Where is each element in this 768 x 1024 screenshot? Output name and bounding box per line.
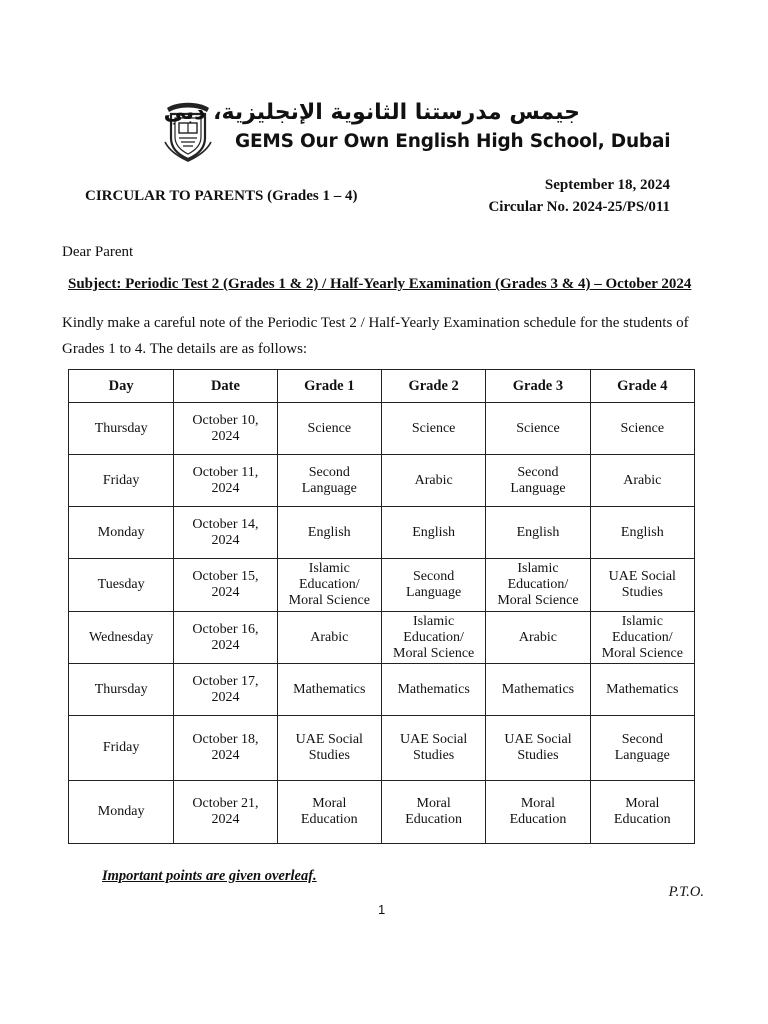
cell-date bbox=[174, 664, 277, 716]
cell-date bbox=[174, 559, 277, 612]
cell-text: October 14, 2024 bbox=[192, 516, 259, 548]
cell-text: Second Language bbox=[406, 569, 462, 600]
table-row bbox=[69, 455, 695, 507]
cell-grade-4 bbox=[590, 664, 694, 716]
table-row bbox=[69, 507, 695, 559]
page-number: 1 bbox=[378, 902, 386, 917]
school-name-arabic: جيمس مدرستنا الثانوية الإنجليزية، دبي bbox=[163, 100, 580, 125]
cell-grade-4 bbox=[590, 507, 694, 559]
cell-grade-2 bbox=[381, 664, 485, 716]
cell-text: UAE Social Studies bbox=[608, 569, 676, 600]
cell-date bbox=[174, 507, 277, 559]
table-row bbox=[69, 403, 695, 455]
cell-text: Mathematics bbox=[397, 681, 470, 697]
cell-text: UAE Social Studies bbox=[295, 732, 363, 763]
cell-text: Science bbox=[411, 420, 456, 436]
cell-text: October 21, 2024 bbox=[192, 796, 259, 827]
cell-text: English bbox=[412, 524, 456, 540]
cell-text: Thursday bbox=[94, 420, 148, 436]
cell-text: Moral Education bbox=[405, 796, 463, 827]
cell-day bbox=[69, 781, 174, 844]
cell-text: Thursday bbox=[94, 681, 148, 697]
header-date: Date bbox=[174, 370, 277, 403]
cell-date bbox=[174, 403, 277, 455]
subject-line: Subject: Periodic Test 2 (Grades 1 & 2) / Half-Yearly Examination (Grades 3 & 4) – October 2024 bbox=[68, 276, 692, 292]
cell-grade-4 bbox=[590, 403, 694, 455]
cell-grade-4 bbox=[590, 559, 694, 612]
cell-text: English bbox=[620, 524, 664, 540]
cell-text: Moral Education bbox=[613, 796, 671, 827]
cell-text: English bbox=[307, 524, 351, 540]
cell-grade-2 bbox=[381, 403, 485, 455]
circular-title: CIRCULAR TO PARENTS (Grades 1 – 4) bbox=[85, 188, 358, 204]
cell-text: Islamic Education/ Moral Science bbox=[393, 613, 475, 661]
cell-grade-1 bbox=[277, 612, 381, 664]
cell-grade-3 bbox=[486, 559, 590, 612]
cell-grade-1 bbox=[277, 664, 381, 716]
cell-day bbox=[69, 716, 174, 781]
table-row bbox=[69, 559, 695, 612]
cell-date bbox=[174, 612, 277, 664]
cell-text: Second Language bbox=[614, 732, 670, 763]
cell-text: Mathematics bbox=[606, 681, 679, 697]
cell-text: Islamic Education/ Moral Science bbox=[288, 561, 370, 608]
table-row bbox=[69, 781, 695, 844]
cell-grade-4 bbox=[590, 781, 694, 844]
circular-meta bbox=[488, 174, 670, 218]
table-row bbox=[69, 716, 695, 781]
cell-text: Friday bbox=[102, 740, 140, 755]
cell-text: Moral Education bbox=[300, 796, 358, 827]
cell-grade-1 bbox=[277, 455, 381, 507]
cell-grade-3 bbox=[486, 455, 590, 507]
header-grade-3: Grade 3 bbox=[486, 370, 590, 403]
header-grade-1: Grade 1 bbox=[277, 370, 381, 403]
cell-date bbox=[174, 716, 277, 781]
cell-grade-1 bbox=[277, 507, 381, 559]
cell-text: Wednesday bbox=[89, 629, 154, 645]
cell-text: UAE Social Studies bbox=[504, 732, 572, 763]
cell-text: October 17, 2024 bbox=[192, 673, 259, 705]
cell-text: Mathematics bbox=[293, 681, 366, 697]
school-name: GEMS Our Own English High School, Dubai bbox=[235, 131, 671, 152]
cell-text: October 18, 2024 bbox=[192, 732, 259, 763]
header-day: Day bbox=[69, 370, 174, 403]
cell-text: Tuesday bbox=[97, 577, 145, 592]
cell-text: October 10, 2024 bbox=[192, 412, 259, 444]
cell-grade-4 bbox=[590, 612, 694, 664]
cell-grade-3 bbox=[486, 781, 590, 844]
cell-text: Arabic bbox=[414, 472, 453, 488]
cell-text: Moral Education bbox=[509, 796, 567, 827]
cell-text: Friday bbox=[102, 472, 140, 488]
cell-day bbox=[69, 559, 174, 612]
cell-text: UAE Social Studies bbox=[400, 732, 468, 763]
cell-grade-2 bbox=[381, 507, 485, 559]
cell-text: October 11, 2024 bbox=[192, 464, 259, 496]
cell-day bbox=[69, 664, 174, 716]
cell-text: Arabic bbox=[623, 472, 662, 488]
table-row bbox=[69, 612, 695, 664]
cell-day bbox=[69, 612, 174, 664]
cell-text: Science bbox=[620, 420, 665, 436]
cell-text: Mathematics bbox=[501, 681, 575, 697]
cell-day bbox=[69, 403, 174, 455]
cell-grade-3 bbox=[486, 716, 590, 781]
circular-number: Circular No. 2024-25/PS/011 bbox=[488, 199, 670, 215]
cell-date bbox=[174, 455, 277, 507]
cell-day bbox=[69, 455, 174, 507]
cell-grade-3 bbox=[486, 507, 590, 559]
cell-grade-1 bbox=[277, 559, 381, 612]
cell-grade-1 bbox=[277, 716, 381, 781]
cell-text: Arabic bbox=[310, 629, 349, 645]
cell-day bbox=[69, 507, 174, 559]
cell-grade-2 bbox=[381, 559, 485, 612]
cell-grade-4 bbox=[590, 716, 694, 781]
table-header-row bbox=[69, 370, 695, 403]
exam-schedule-table bbox=[68, 369, 695, 844]
cell-text: Second Language bbox=[301, 464, 357, 496]
pto-label: P.T.O. bbox=[668, 884, 704, 900]
cell-text: Monday bbox=[97, 524, 145, 540]
cell-grade-2 bbox=[381, 781, 485, 844]
cell-grade-3 bbox=[486, 664, 590, 716]
cell-date bbox=[174, 781, 277, 844]
cell-text: October 16, 2024 bbox=[192, 621, 259, 653]
cell-text: Islamic Education/ Moral Science bbox=[601, 613, 683, 661]
cell-text: October 15, 2024 bbox=[192, 569, 259, 600]
cell-text: Arabic bbox=[518, 629, 557, 645]
intro-paragraph: Kindly make a careful note of the Periodic Test 2 / Half-Yearly Examination schedule for the students of Grades 1 to 4. The details are as follows: bbox=[62, 315, 689, 357]
overleaf-note: Important points are given overleaf. bbox=[102, 868, 317, 884]
cell-text: English bbox=[516, 524, 560, 540]
cell-text: Science bbox=[307, 420, 352, 436]
cell-grade-3 bbox=[486, 612, 590, 664]
cell-text: Second Language bbox=[510, 464, 566, 496]
circular-date: September 18, 2024 bbox=[544, 177, 670, 193]
cell-text: Monday bbox=[97, 804, 145, 819]
cell-grade-2 bbox=[381, 612, 485, 664]
cell-grade-4 bbox=[590, 455, 694, 507]
cell-text: Islamic Education/ Moral Science bbox=[497, 561, 579, 608]
cell-grade-3 bbox=[486, 403, 590, 455]
cell-grade-2 bbox=[381, 716, 485, 781]
table-body bbox=[69, 403, 695, 844]
table-row bbox=[69, 664, 695, 716]
salutation: Dear Parent bbox=[62, 244, 134, 260]
cell-text: Science bbox=[516, 420, 560, 436]
header-grade-4: Grade 4 bbox=[590, 370, 694, 403]
cell-grade-2 bbox=[381, 455, 485, 507]
cell-grade-1 bbox=[277, 781, 381, 844]
cell-grade-1 bbox=[277, 403, 381, 455]
header-grade-2: Grade 2 bbox=[381, 370, 485, 403]
